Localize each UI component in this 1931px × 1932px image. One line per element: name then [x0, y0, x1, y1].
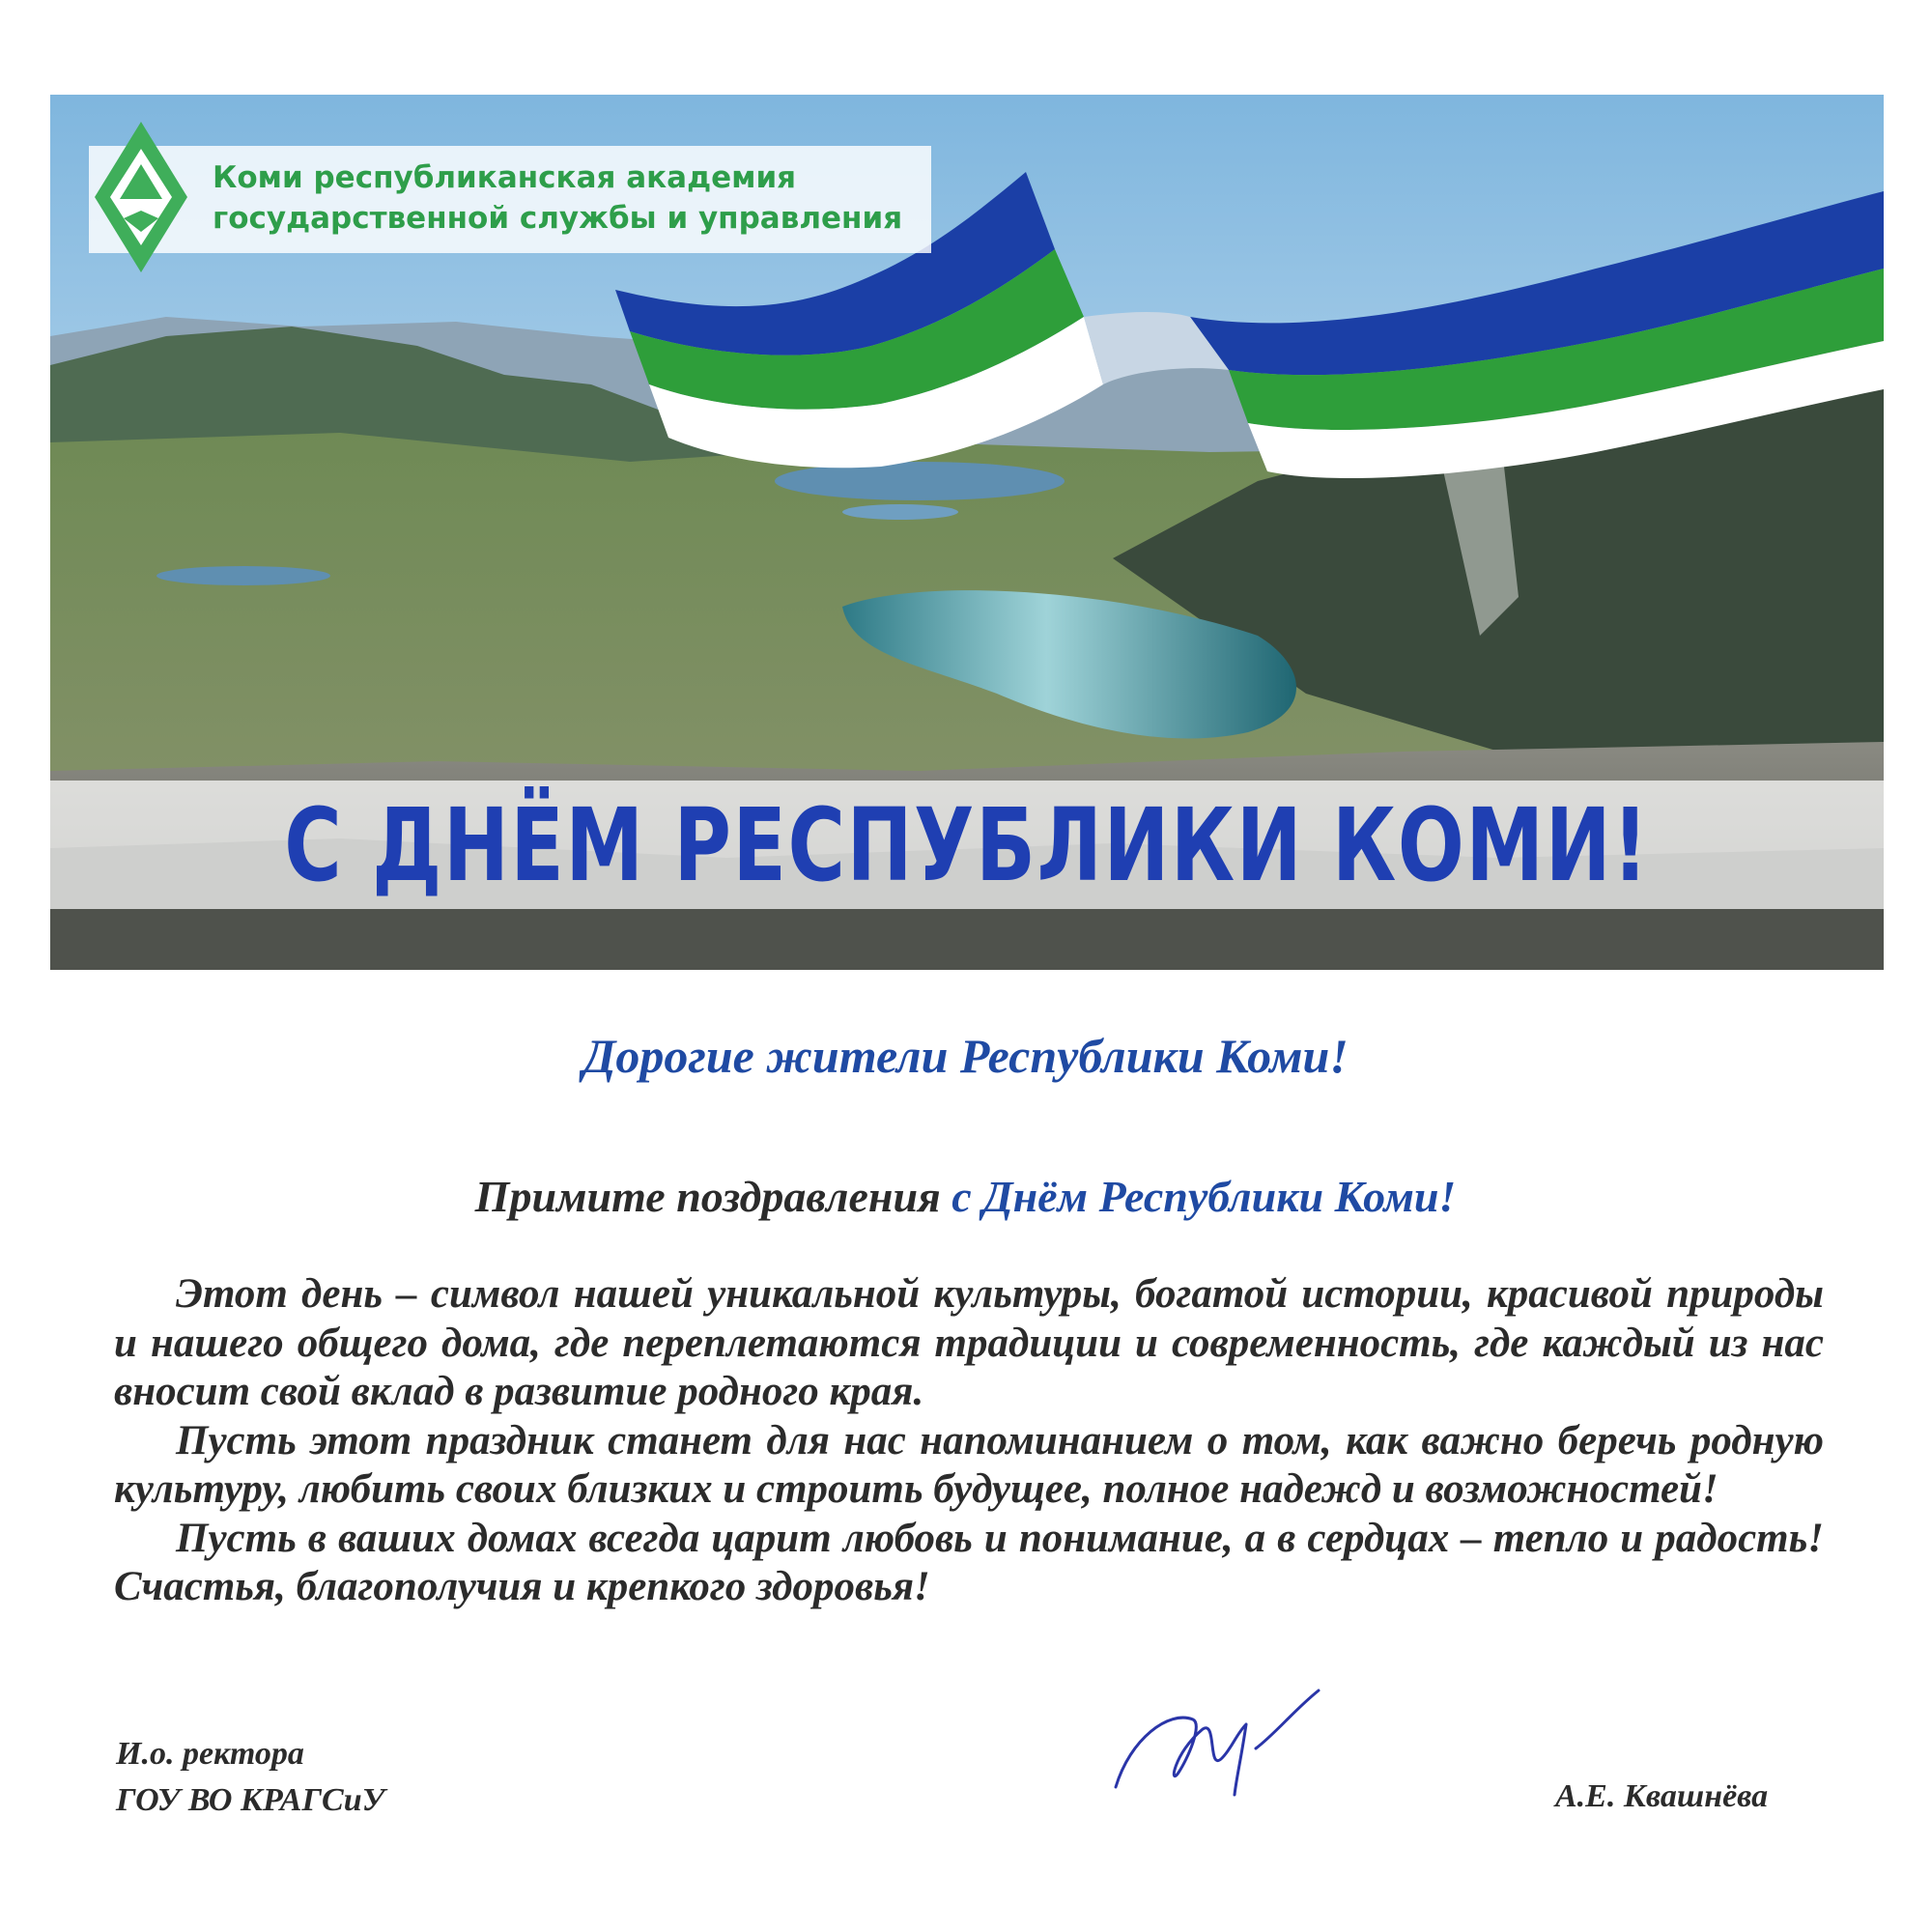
paragraph: Пусть в ваших домах всегда царит любовь и понимание, а в сердцах – тепло и радость! Счастья, благополучия и крепкого здоровья! [114, 1515, 1824, 1609]
signatory-name: А.Е. Квашнёва [1555, 1778, 1769, 1814]
paragraph: Этот день – символ нашей уникальной культуры, богатой истории, красивой природы и нашего общего дома, где переплетаются традиции и современность, где каждый из нас вносит свой вклад в развитие родного края. [114, 1271, 1824, 1414]
greeting: Дорогие жители Республики Коми! [582, 1029, 1349, 1083]
academy-logo-icon [95, 122, 187, 272]
academy-name [213, 157, 902, 239]
handwritten-signature [1111, 1681, 1343, 1816]
headline: С ДНЁМ РЕСПУБЛИКИ КОМИ! [284, 786, 1650, 904]
organization-name: ГОУ ВО КРАГСиУ [116, 1782, 385, 1818]
congrats-line [0, 1170, 1931, 1224]
academy-name-line2: государственной службы и управления [213, 201, 903, 236]
paragraph: Пусть этот праздник станет для нас напоминанием о том, как важно беречь родную культуру, любить своих близких и строить будущее, полное надежд и возможностей! [114, 1417, 1824, 1512]
congrats-highlight: с Днём Республики Коми! [951, 1172, 1457, 1221]
letter-body [114, 1270, 1824, 1612]
congrats-prefix: Примите поздравления [474, 1172, 952, 1221]
signatory-position [116, 1731, 384, 1824]
academy-name-line1: Коми республиканская академия [213, 160, 797, 195]
position-title: И.о. ректора [116, 1736, 304, 1772]
